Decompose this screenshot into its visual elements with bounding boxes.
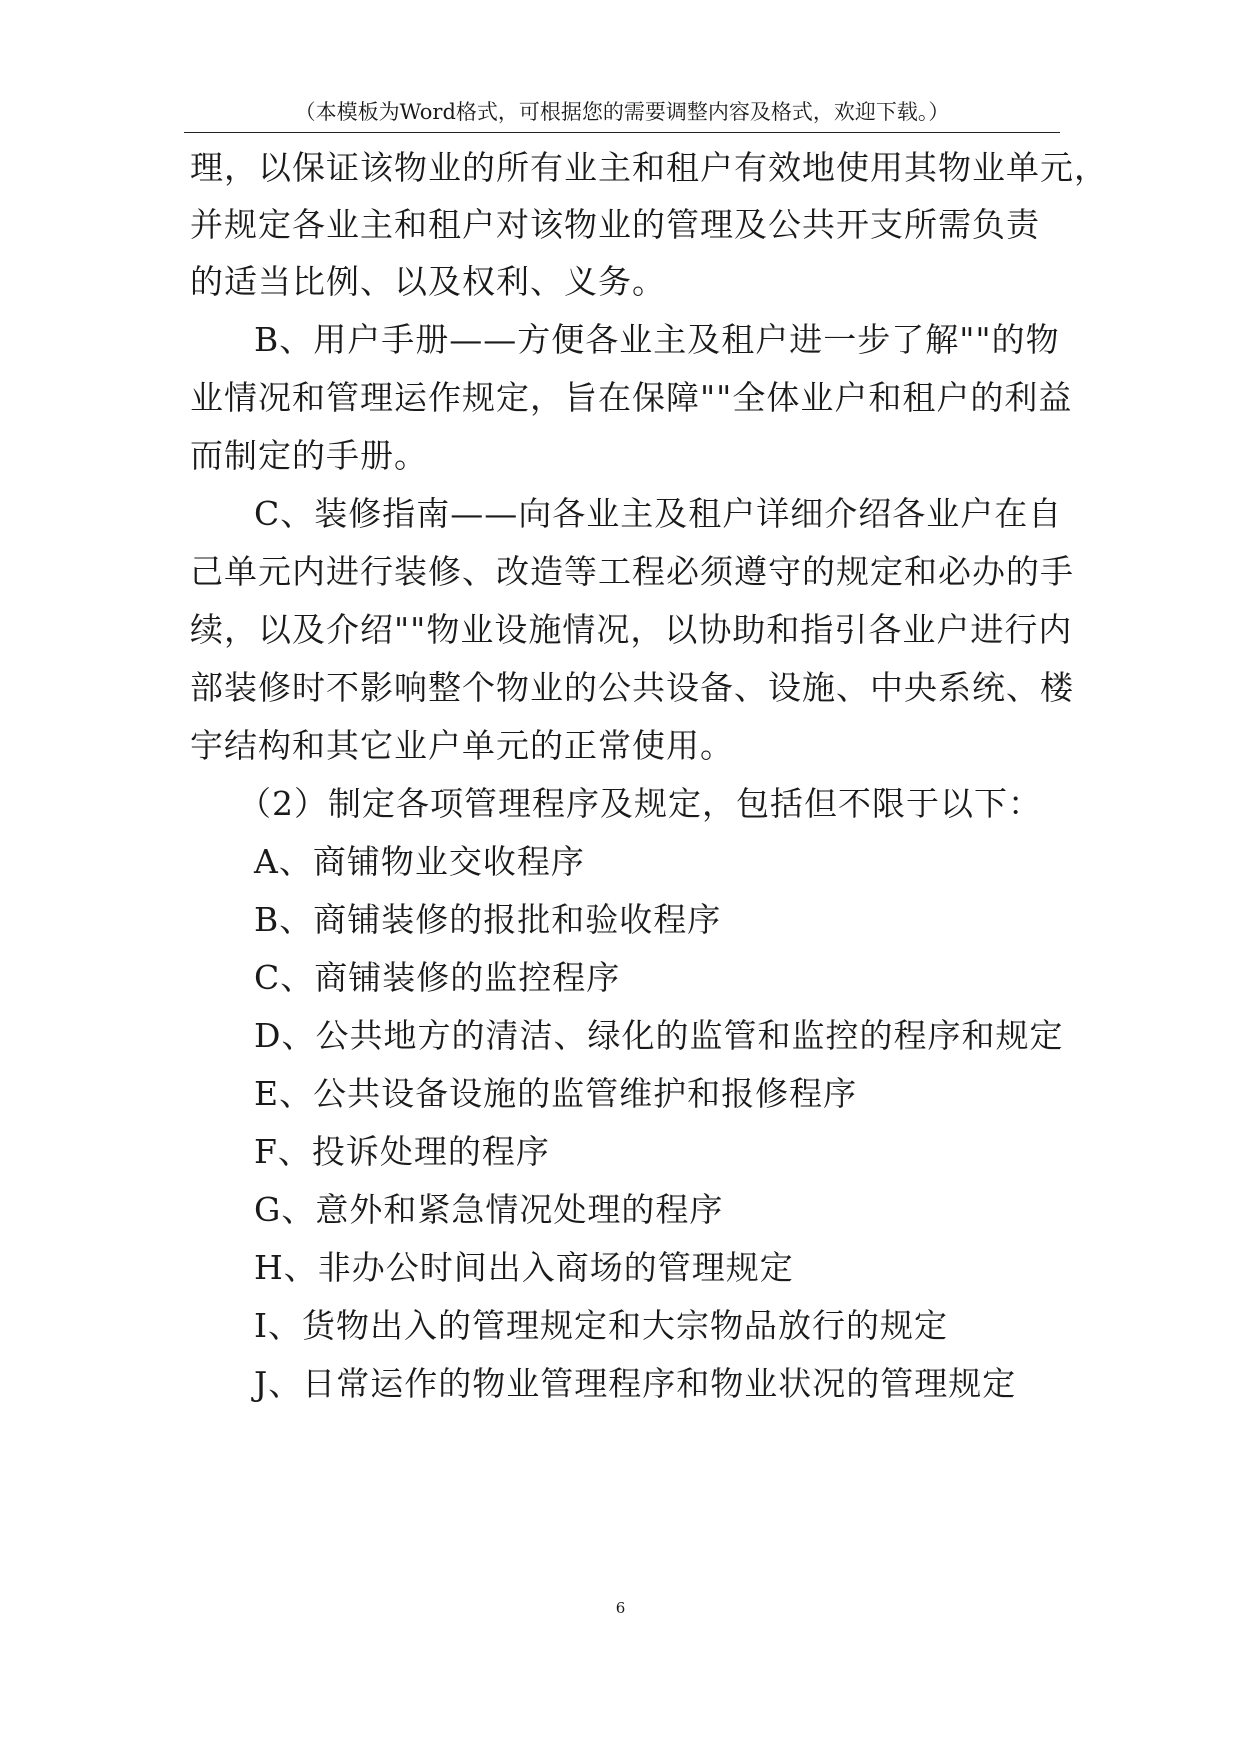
body-line: B、用户手册——方便各业主及租户进一步了解""的物 bbox=[254, 320, 1060, 359]
section-heading: （2）制定各项管理程序及规定，包括但不限于以下： bbox=[238, 784, 1042, 823]
body-line: 业情况和管理运作规定，旨在保障""全体业户和租户的利益 bbox=[190, 378, 1073, 417]
body-line: 续，以及介绍""物业设施情况，以协助和指引各业户进行内 bbox=[190, 610, 1073, 649]
header-divider bbox=[184, 132, 1060, 133]
list-item: E、公共设备设施的监管维护和报修程序 bbox=[254, 1074, 858, 1113]
list-item: G、意外和紧急情况处理的程序 bbox=[254, 1190, 724, 1229]
list-item: D、公共地方的清洁、绿化的监管和监控的程序和规定 bbox=[254, 1016, 1064, 1055]
list-item: I、货物出入的管理规定和大宗物品放行的规定 bbox=[254, 1306, 949, 1345]
list-item: F、投诉处理的程序 bbox=[254, 1132, 550, 1171]
list-item: H、非办公时间出入商场的管理规定 bbox=[254, 1248, 794, 1287]
body-line: 并规定各业主和租户对该物业的管理及公共开支所需负责 bbox=[190, 205, 1040, 244]
list-item: C、商铺装修的监控程序 bbox=[254, 958, 621, 997]
body-line: 的适当比例、以及权利、义务。 bbox=[190, 262, 666, 301]
page-number: 6 bbox=[615, 1599, 626, 1617]
header-note: （本模板为Word格式，可根据您的需要调整内容及格式，欢迎下载。） bbox=[294, 100, 950, 124]
body-line: 宇结构和其它业户单元的正常使用。 bbox=[190, 726, 734, 765]
body-line: 理，以保证该物业的所有业主和租户有效地使用其物业单元， bbox=[190, 148, 1108, 187]
list-item: B、商铺装修的报批和验收程序 bbox=[254, 900, 722, 939]
body-line: 部装修时不影响整个物业的公共设备、设施、中央系统、楼 bbox=[190, 668, 1074, 707]
body-line: C、装修指南——向各业主及租户详细介绍各业户在自 bbox=[254, 494, 1063, 533]
list-item: A、商铺物业交收程序 bbox=[254, 842, 585, 881]
body-line: 而制定的手册。 bbox=[190, 436, 428, 475]
list-item: J、日常运作的物业管理程序和物业状况的管理规定 bbox=[254, 1364, 1017, 1403]
body-line: 己单元内进行装修、改造等工程必须遵守的规定和必办的手 bbox=[190, 552, 1074, 591]
